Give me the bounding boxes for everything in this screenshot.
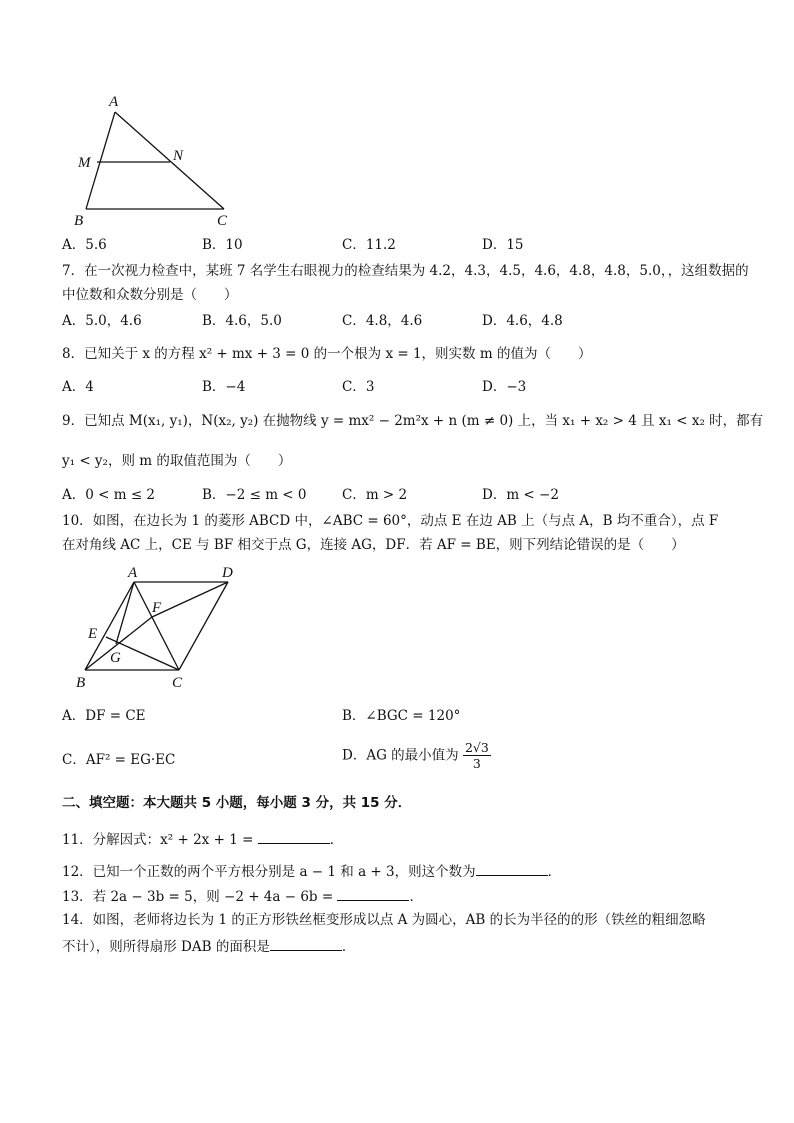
- q8-option-b: B．−4: [202, 379, 246, 395]
- q12-text: 12．已知一个正数的两个平方根分别是 a − 1 和 a + 3，则这个数为: [62, 864, 476, 880]
- fraction-numerator: 2√3: [464, 740, 489, 755]
- q12-line: [62, 861, 561, 881]
- q7-option-d: D．4.6，4.8: [482, 313, 563, 329]
- q11-end: ．: [329, 832, 344, 848]
- label-a: A: [128, 565, 138, 581]
- label-g: G: [110, 650, 121, 666]
- q6-option-b: B．10: [202, 237, 243, 253]
- q8-option-a: A．4: [62, 379, 94, 395]
- q6-option-c: C．11.2: [342, 237, 396, 253]
- q8-option-c: C．3: [342, 379, 375, 395]
- q12-end: ．: [547, 864, 562, 880]
- q7-option-a: A．5.0，4.6: [62, 313, 142, 329]
- q7-option-b: B．4.6，5.0: [202, 313, 282, 329]
- q13-text: 13．若 2a − 3b = 5，则 −2 + 4a − 6b =: [62, 889, 334, 905]
- q13-end: ．: [409, 889, 423, 905]
- label-a: A: [109, 94, 119, 110]
- q14-answer-blank[interactable]: [270, 936, 342, 951]
- q10-option-c: C．AF² = EG·EC: [62, 752, 176, 768]
- q9-option-a: A．0 < m ≤ 2: [62, 487, 156, 503]
- q9-line2: y₁ < y₂，则 m 的取值范围为（ ）: [62, 453, 292, 469]
- q10-option-d-fraction: [463, 740, 491, 771]
- q9-option-c: C．m > 2: [342, 487, 408, 503]
- label-b: B: [74, 213, 84, 229]
- q10-line2: 在对角线 AC 上，CE 与 BF 相交于点 G，连接 AG，DF．若 AF = BE，则下列结论错误的是（ ）: [62, 537, 685, 553]
- q10-option-a: A．DF = CE: [62, 708, 146, 724]
- q14-line1: 14．如图，老师将边长为 1 的正方形铁丝框变形成以点 A 为圆心，AB 的长为半径的的形（铁丝的粗细忽略: [62, 912, 706, 928]
- label-c: C: [172, 675, 183, 691]
- q6-option-a: A．5.6: [62, 237, 107, 253]
- q7-option-c: C．4.8，4.6: [342, 313, 423, 329]
- triangle-figure: [64, 90, 244, 230]
- q12-answer-blank[interactable]: [476, 861, 548, 876]
- section-heading: 二、填空题：本大题共 5 小题，每小题 3 分，共 15 分．: [62, 795, 412, 811]
- q9-option-b: B．−2 ≤ m < 0: [202, 487, 307, 503]
- q10-option-d: [342, 740, 491, 771]
- rhombus-figure: [66, 564, 246, 694]
- q14-end: ．: [341, 939, 356, 955]
- label-f: F: [152, 600, 162, 616]
- label-c: C: [217, 213, 228, 229]
- q14-text: 不计），则所得扇形 DAB 的面积是: [62, 939, 270, 955]
- q10-line1: 10．如图，在边长为 1 的菱形 ABCD 中，∠ABC = 60°，动点 E 在边 AB 上（与点 A，B 均不重合），点 F: [62, 513, 719, 529]
- q7-line2: 中位数和众数分别是（ ）: [62, 287, 238, 303]
- q6-option-d: D．15: [482, 237, 524, 253]
- q10-option-d-text: D．AG 的最小值为: [342, 747, 459, 764]
- fraction-denominator: 3: [472, 756, 481, 771]
- q7-line1: 7．在一次视力检查中，某班 7 名学生右眼视力的检查结果为 4.2，4.3，4.5，4.6，4.8，4.8，5.0，，这组数据的: [62, 263, 749, 279]
- q9-option-d: D．m < −2: [482, 487, 559, 503]
- q13-line: [62, 886, 423, 906]
- q8-option-d: D．−3: [482, 379, 527, 395]
- q11-line: [62, 829, 343, 849]
- label-d: D: [222, 565, 233, 581]
- label-e: E: [88, 626, 98, 642]
- q8-line: 8．已知关于 x 的方程 x² + mx + 3 = 0 的一个根为 x = 1，则实数 m 的值为（ ）: [62, 346, 592, 362]
- q11-answer-blank[interactable]: [258, 829, 330, 844]
- q14-line2: [62, 936, 355, 956]
- label-m: M: [78, 155, 91, 171]
- label-n: N: [173, 148, 184, 164]
- q10-option-b: B．∠BGC = 120°: [342, 708, 461, 724]
- q9-line1: 9．已知点 M(x₁, y₁)，N(x₂, y₂) 在抛物线 y = mx² − 2m²x + n (m ≠ 0) 上，当 x₁ + x₂ > 4 且 x₁ < x₂ 时，都有: [62, 413, 764, 429]
- q11-text: 11．分解因式：x² + 2x + 1 =: [62, 832, 254, 848]
- label-b: B: [76, 675, 86, 691]
- q13-answer-blank[interactable]: [337, 886, 409, 901]
